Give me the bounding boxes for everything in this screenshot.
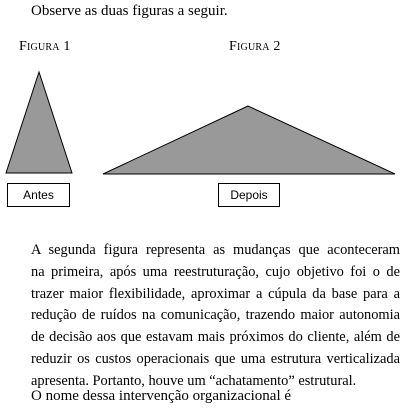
flat-triangle-figure-2 bbox=[103, 106, 395, 174]
figure-1-label: Figura 1 bbox=[19, 39, 71, 54]
tall-triangle-figure-1 bbox=[6, 72, 72, 173]
paragraph-line: de decisão aos que estavam mais próximos do cliente, além de bbox=[31, 329, 400, 346]
depois-caption-box: Depois bbox=[218, 183, 280, 207]
paragraph-line: redução de ruídos na comunicação, trazendo maior autonomia bbox=[31, 307, 400, 324]
paragraph-line: apresenta. Portanto, houve um “achatamento” estrutural. bbox=[31, 372, 357, 389]
question-text: O nome dessa intervenção organizacional é bbox=[31, 388, 292, 404]
figures-drawing bbox=[0, 0, 408, 180]
intro-text: Observe as duas figuras a seguir. bbox=[31, 3, 228, 19]
antes-caption-box: Antes bbox=[7, 183, 70, 207]
paragraph-line: na primeira, após uma reestruturação, cujo objetivo foi o de bbox=[31, 263, 400, 280]
figure-2-label: Figura 2 bbox=[229, 39, 281, 54]
paragraph-line: reduzir os custos operacionais que uma estrutura verticalizada bbox=[31, 350, 400, 367]
explanation-paragraph bbox=[2, 240, 400, 393]
paragraph-line: A segunda figura representa as mudanças que aconteceram bbox=[31, 242, 400, 258]
paragraph-line: trazer maior flexibilidade, aproximar a cúpula da base para a bbox=[31, 285, 400, 302]
